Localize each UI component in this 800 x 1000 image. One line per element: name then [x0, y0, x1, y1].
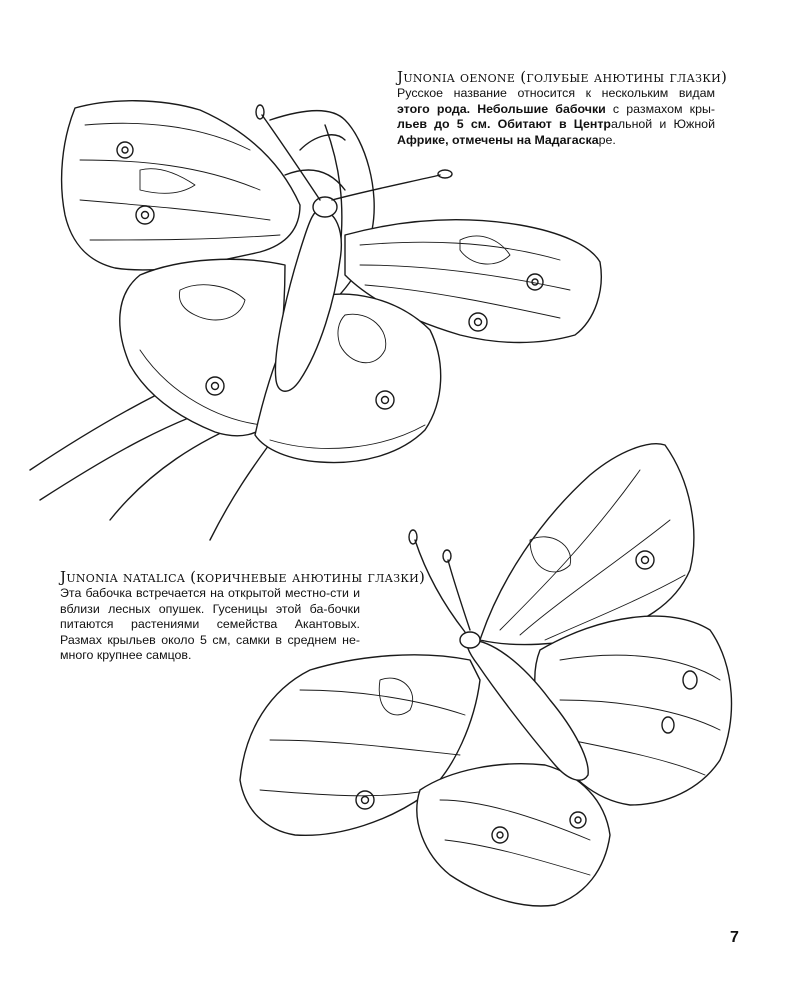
caption-junonia-oenone [397, 68, 728, 148]
page-number: 7 [730, 929, 739, 946]
species-title: Junonia natalica (коричневые анютины глазки) [60, 568, 426, 586]
junonia-oenone-butterfly [30, 101, 601, 540]
junonia-natalica-butterfly [240, 444, 731, 906]
hindwing-left [120, 259, 285, 435]
description-text: Эта бабочка встречается на открытой местно-сти и вблизи лесных опушек. Гусеницы этой ба-бочки питаются растениями семейства Акантовых. Размах крыльев около 5 см, самки в среднем не-много крупнее самцов. [60, 586, 360, 662]
species-description [397, 86, 715, 148]
forewing-upper [62, 101, 300, 270]
description-text: Африке, отмечены на Мадагаска [397, 132, 599, 147]
description-text: этого рода. Небольшие бабочки [397, 101, 606, 116]
description-text: ре. [598, 132, 616, 147]
caption-junonia-natalica [60, 568, 426, 664]
species-title: Junonia oenone (голубые анютины глазки) [397, 68, 728, 86]
description-text: с размахом кры- [605, 101, 715, 116]
forewing-upper-right [480, 444, 694, 645]
hindwing-lower [417, 764, 610, 906]
description-text: льев до 5 см. Обитают в Центр [397, 117, 611, 131]
description-text: Русское название относится к нескольким видам [397, 86, 715, 100]
species-description [60, 586, 360, 664]
description-text: альной и Южной [611, 117, 715, 131]
